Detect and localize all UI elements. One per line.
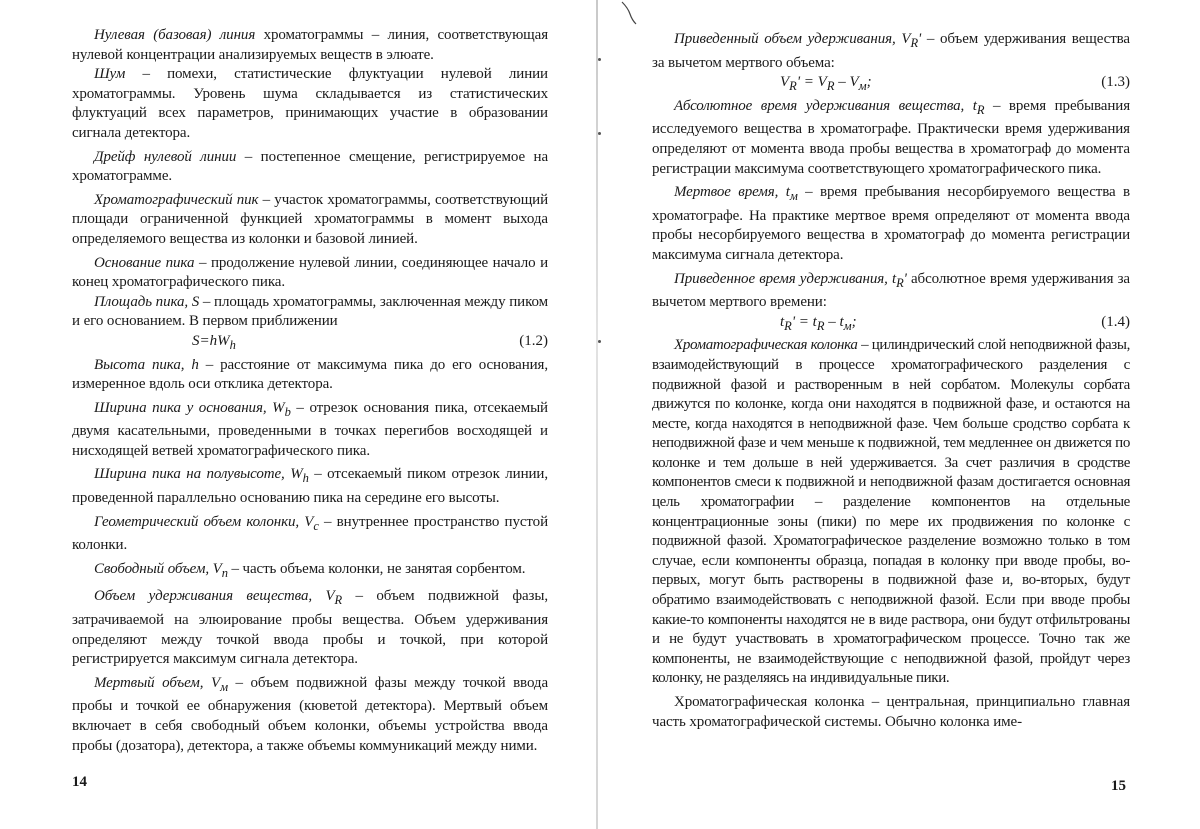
formula-1-4 [652,313,1130,337]
scan-speck [598,340,601,343]
definition-text: – участок хроматограммы, соответствующий площади ограниченной функцией хроматограммы в момент выхода определяемого вещества из колонки и базовой линией. [72,191,548,247]
scan-speck [598,58,601,61]
definition-text: хроматограммы – линия, соответствующая нулевой концентрации анализируемых веществ в элюате. [72,27,548,63]
term: Мертвый объем, $V_м$ [94,674,228,694]
definition-text: – отрезок основания пика, отсекаемый двумя касательными, проведенными в точках перегибов восходящей и нисходящей ветвей хроматографического пика. [72,399,548,459]
formula-expression: $V_R' = V_R - V_м$; [780,74,872,94]
definition-text: – часть объема колонки, не занятая сорбентом. [227,560,526,577]
paragraph [72,560,548,584]
term: Дрейф нулевой линии [94,148,237,165]
paragraph-chromatographic-column: Хроматографическая колонка – цилиндрический слой неподвижной фазы, взаимодействующий в процессе хроматографического разделения с подвижной фазой и растворенным в ней сорбатом. Молекулы сорбата движутся по колонке, когда они находятся в подвижной фазе, и остаются на месте, когда находятся в неподвижной фазе. Чем больше сродство сорбата к неподвижной фазе и чем меньше к подвижной, тем медленнее он движется по колонке и тем дольше в ней удерживается. За счет различия в сродстве компонентов смеси к подвижной и неподвижной фазам достигается основная цель хроматографии – разделение компонентов на отдельные концентрационные зоны (пики) по мере их продвижения по колонке с подвижной фазой. Хроматографическое разделение возможно только в том случае, если компоненты образца, попадая в колонку при вводе пробы, во-первых, могут быть растворены в подвижной фазе и, во-вторых, будут обратимо взаимодействовать с неподвижной фазой. Если при вводе пробы какие-то компоненты находятся не в виде раствора, они будут отфильтрованы и не будут участвовать в хроматографическом процессе. Точно так же компоненты, не взаимодействующие с неподвижной фазой, пройдут через колонку, не разделяясь на индивидуальные пики. [652,337,1130,687]
term: Свободный объем, $V_п$ [94,560,228,580]
paragraph [72,465,548,508]
paragraph [72,513,548,556]
paragraph [72,65,548,143]
paragraph-dead-time: Мертвое время, $t_м$ – время пребывания несорбируемого вещества в хроматографе. На практике мертвое время определяют от момента ввода пробы несорбируемого вещества в хроматограф до момента регистрации максимума сигнала детектора. [652,184,1130,263]
definition-text: – постепенное смещение, регистрируемое на хроматограмме. [72,148,549,185]
paragraph [72,254,548,293]
definition-text: – продолжение нулевой линии, соединяющее начало и конец хроматографического пика. [72,254,548,291]
formula-expression: $t_R' = t_R - t_м$; [780,313,857,333]
paragraph [72,356,548,395]
term: Шум [94,66,126,83]
formula-1-2 [72,332,548,356]
left-paragraphs-top [72,26,548,332]
term: Хроматографический пик [94,191,259,208]
formula-number: (1.3) [1101,74,1130,91]
paragraph-absolute-retention-time: Абсолютное время удерживания вещества, $t_R$ – время пребывания исследуемого вещества в хроматографе. Практически время удерживания определяют от момента ввода пробы вещества в хроматограф до момента регистрации максимума соответствующего хроматографического пика. [652,97,1131,177]
paragraph [72,674,548,756]
page-number-right: 15 [1111,778,1126,794]
term: Площадь пика, S [94,293,200,310]
formula-number: (1.4) [1101,313,1130,330]
paragraph [72,293,548,332]
paragraph [72,399,548,462]
definition-text: – объем подвижной фазы, затрачиваемой на элюирование пробы вещества. Объем удерживания определяют между точкой ввода пробы и точкой, при которой регистрируется максимум сигнала детектора. [72,588,548,668]
term: Объем удерживания вещества, $V_R$ [94,588,343,608]
paragraph-column-central-part: Хроматографическая колонка – центральная, принципиально главная часть хроматографической системы. Обычно колонка име- [652,694,1130,730]
definition-text: – расстояние от максимума пика до его основания, измеренное вдоль оси отклика детектора. [72,356,548,393]
term: Геометрический объем колонки, $V_c$ [94,513,319,533]
paragraph-reduced-retention-volume: Приведенный объем удерживания, $V_R'$ – объем удерживания вещества за вычетом мертвого объема: [652,31,1130,71]
formula-expression: $S=hW_h$ [192,332,236,352]
right-page [600,0,1200,829]
term: Ширина пика у основания, $W_b$ [94,399,291,419]
term: Основание пика [94,254,195,271]
paragraph [72,148,548,187]
definition-text: – внутреннее пространство пустой колонки. [72,513,548,554]
paragraph [72,587,548,669]
scan-speck [598,132,601,135]
paragraph-reduced-retention-time: Приведенное время удерживания, $t_R'$ абсолютное время удерживания за вычетом мертвого времени: [652,270,1130,311]
term: Нулевая (базовая) линия [94,27,256,43]
definition-text: – отсекаемый пиком отрезок линии, проведенной параллельно основанию пика на середине его высоты. [72,466,548,507]
term: Ширина пика на полувысоте, $W_h$ [94,466,309,486]
definition-text: – площадь хроматограммы, заключенная между пиком и его основанием. В первом приближении [72,293,548,330]
term: Высота пика, h [94,356,199,373]
page-number-left: 14 [72,774,87,790]
paragraph [72,191,548,250]
formula-number: (1.2) [519,332,548,349]
definition-text: – объем подвижной фазы между точкой ввода пробы и точкой ее обнаружения (кюветой детектора). Мертвый объем включает в себя свободный объем колонки, объемы устройства ввода пробы (дозатора), детектора, а также объемы коммуникаций между ними. [72,674,548,754]
formula-1-3 [652,73,1130,97]
left-paragraphs-bottom [72,356,548,757]
definition-text: – помехи, статистические флуктуации нулевой линии хроматограммы. Уровень шума складывается из статистических флуктуаций всех параметров, принимающих участие в образовании сигнала детектора. [72,66,548,141]
paragraph [72,26,548,65]
